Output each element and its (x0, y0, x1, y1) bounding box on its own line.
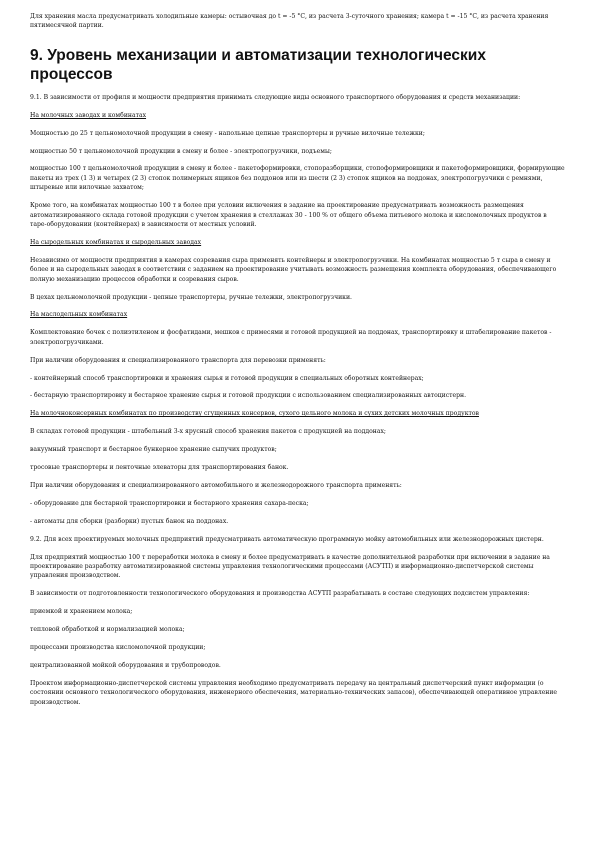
section-heading: 9. Уровень механизации и автоматизации технологических процессов (30, 46, 486, 83)
body-paragraph: процессами производства кисломолочной продукции; (30, 644, 206, 652)
body-paragraph: 9.1. В зависимости от профиля и мощности предприятия принимать следующие виды основного транспортного оборудования и средств механизации: (30, 93, 521, 101)
body-paragraph: Кроме того, на комбинатах мощностью 100 т в более при условии включения в задание на проектирование предусматривать возможность размещения автоматизированного склада готовой продукции с учетом хранения в стеллажах 30 - 100 % от общего объема питьевого молока и кисломолочных продуктов в таре-оборудовании (контейнерах) в зависимости от местных условий. (30, 202, 547, 228)
subsection-title: На молочноконсервных комбинатах по производству сгущенных консервов, сухого цельного молока и сухих детских молочных продуктов (30, 410, 479, 418)
body-paragraph: Для предприятий мощностью 100 т переработки молока в смену и более предусматривать в качестве дополнительной разработки при включении в задание на проектирование разработку автоматизированной системы управления технологическими процессами (АСУТП) и информационно-диспетчерской системы управления производством. (30, 553, 550, 580)
body-paragraph: Проектом информационно-диспетчерской системы управления необходимо предусматривать передачу на центральный диспетчерский пункт информации (о состоянии основного технологического оборудования, инженерного обеспечения, материально-технических запасов), обеспечивающей оперативное управление производством. (30, 679, 558, 706)
section-body (30, 93, 565, 707)
body-paragraph: В зависимости от подготовленности технологического оборудования и производства АСУТП разрабатывать в составе следующих подсистем управления: (30, 590, 530, 598)
body-paragraph: приемкой и хранением молока; (30, 608, 133, 616)
body-paragraph: - контейнерный способ транспортировки и хранения сырья и готовой продукции в специальных оборотных контейнерах; (30, 374, 424, 382)
body-paragraph: - оборудование для бестарной транспортировки и бестарного хранения сахара-песка; (30, 499, 309, 507)
body-paragraph: тепловой обработкой и нормализацией молока; (30, 626, 185, 634)
body-paragraph: В складах готовой продукции - штабельный 3-х ярусный способ хранения пакетов с продукцией на поддонах; (30, 428, 386, 436)
body-paragraph: В цехах цельномолочной продукции - цепные транспортеры, ручные тележки, электропогрузчики. (30, 293, 352, 301)
body-paragraph: централизованной мойкой оборудования и трубопроводов. (30, 661, 221, 669)
subsection-title: На молочных заводах и комбинатах (30, 111, 147, 119)
body-paragraph: 9.2. Для всех проектируемых молочных предприятий предусматривать автоматическую программную мойку автомобильных или железнодорожных цистерн. (30, 535, 544, 543)
body-paragraph: вакуумный транспорт и бестарное бункерное хранение сыпучих продуктов; (30, 446, 277, 454)
body-paragraph: тросовые транспортеры и ленточные элеваторы для транспортирования банок. (30, 464, 289, 472)
body-paragraph: Комплектование бочек с полиэтиленом и фосфатидами, мешков с примесями и готовой продукцией на поддонах, транспортировку и штабелирование пакетов - электропогрузчиками. (30, 329, 552, 346)
body-paragraph: мощностью 50 т цельномолочной продукции в смену и более - электропогрузчики, подъемы; (30, 147, 332, 155)
body-paragraph: При наличии оборудования и специализированного автомобильного и железнодорожного транспорта применять: (30, 481, 402, 489)
intro-paragraph: Для хранения масла предусматривать холодильные камеры: остывочная до t = -5 °С, из расчета 3-суточного хранения; камера t = -15 °С, из расчета хранения пятимесячной партии. (30, 13, 549, 30)
body-paragraph: - бестарную транспортировку и бестарное хранение сырья и готовой продукции с использованием специализированных автоцистерн. (30, 392, 467, 400)
body-paragraph: Мощностью до 25 т цельномолочной продукции в смену - напольные цепные транспортеры и ручные вилочные тележки; (30, 129, 425, 137)
body-paragraph: Независимо от мощности предприятия в камерах созревания сыра применять контейнеры и электропогрузчики. На комбинатах мощностью 5 т сыра в смену и более и на сыродельных заводах в соответствии с заданием на проектирование учитывать возможность размещения комплекта оборудования, обеспечивающего полную механизацию процессов обработки и созревания сыров. (30, 256, 557, 283)
body-paragraph: - автоматы для сборки (разборки) пустых банок на поддонах. (30, 517, 229, 525)
subsection-title: На маслодельных комбинатах (30, 311, 128, 319)
body-paragraph: При наличии оборудования и специализированного транспорта для перевозки применять: (30, 356, 326, 364)
subsection-title: На сыродельных комбинатах и сыродельных заводах (30, 238, 202, 246)
body-paragraph: мощностью 100 т цельномолочной продукции в смену и более - пакетоформировки, стопоразборщики, стопоформировщики и пакетоформировщики, формирующие пакеты из трех (1 3) и четырех (2 3) стопок полимерных ящиков без поддонов или из шести (2 3) стопок ящиков на поддонах, электропогрузчики с ремнями, штыревые или вилочные захватом; (30, 165, 565, 192)
